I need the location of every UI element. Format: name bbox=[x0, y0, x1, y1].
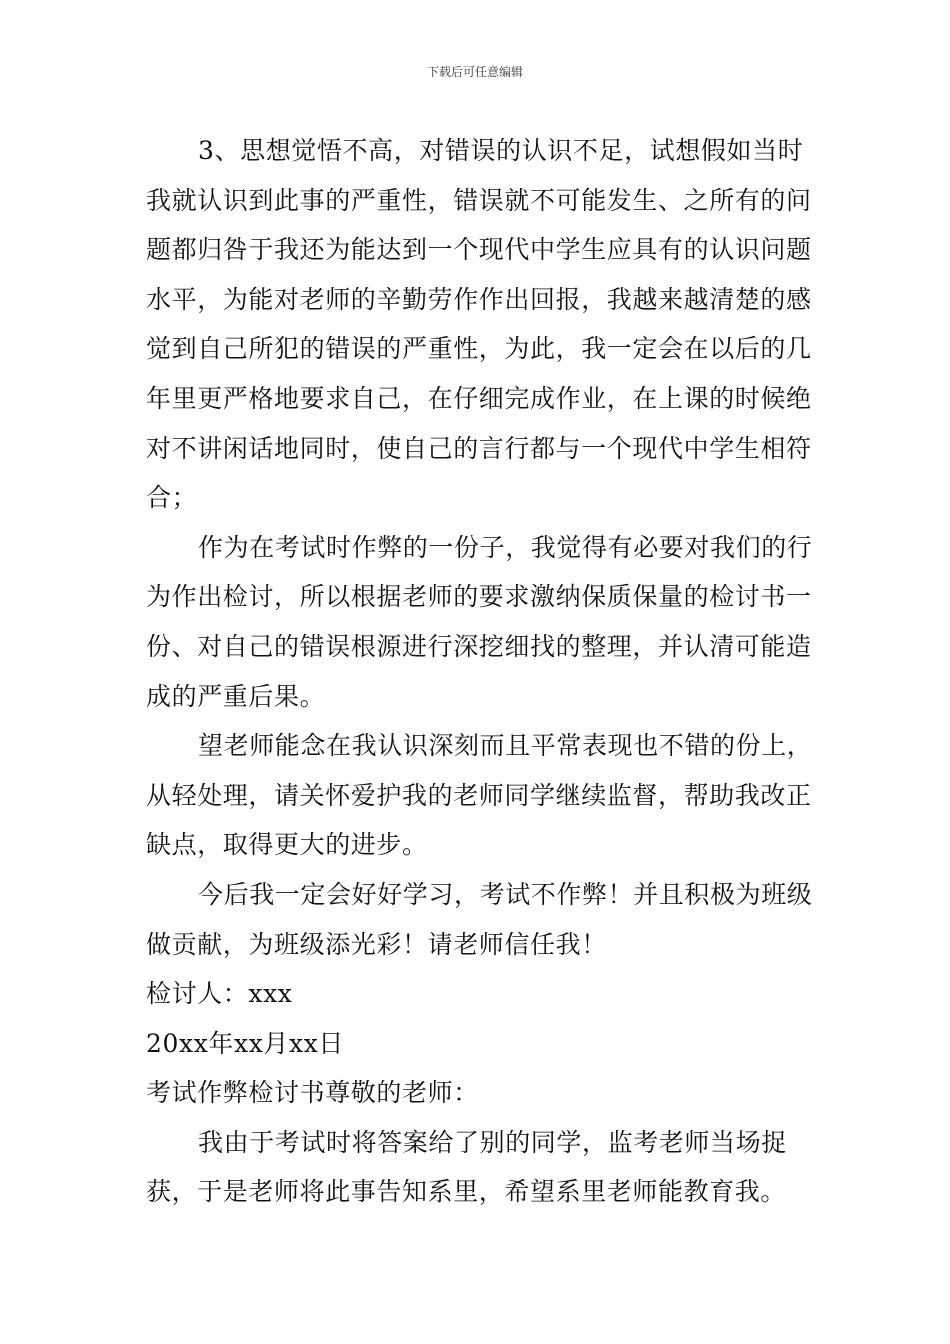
paragraph-awareness: 3、思想觉悟不高，对错误的认识不足，试想假如当时我就认识到此事的严重性，错误就不可能发生、之所有的问题都归咎于我还为能达到一个现代中学生应具有的认识问题水平，为能对老师的辛勤劳作作出回报，我越来越清楚的感觉到自己所犯的错误的严重性，为此，我一定会在以后的几年里更严格地要求自己，在仔细完成作业，在上课的时候绝对不讲闲话地同时，使自己的言行都与一个现代中学生相符合； bbox=[146, 136, 812, 513]
document-body bbox=[146, 126, 816, 1217]
signature-reviewer: 检讨人：xxx bbox=[146, 979, 293, 1009]
next-letter-salutation: 考试作弊检讨书尊敬的老师： bbox=[146, 1078, 479, 1108]
paragraph-promise: 今后我一定会好好学习，考试不作弊！并且积极为班级做贡献，为班级添光彩！请老师信任我！ bbox=[146, 879, 813, 959]
signature-date: 20xx年xx月xx日 bbox=[146, 1028, 345, 1058]
paragraph-self-criticism: 作为在考试时作弊的一份子，我觉得有必要对我们的行为作出检讨，所以根据老师的要求激纳保质保量的检讨书一份、对自己的错误根源进行深挖细找的整理，并认清可能造成的严重后果。 bbox=[146, 532, 813, 711]
next-letter-opening: 我由于考试时将答案给了别的同学，监考老师当场捉获，于是老师将此事告知系里，希望系里老师能教育我。 bbox=[146, 1127, 787, 1207]
paragraph-leniency-request: 望老师能念在我认识深刻而且平常表现也不错的份上，从轻处理，请关怀爱护我的老师同学继续监督，帮助我改正缺点，取得更大的进步。 bbox=[146, 731, 813, 860]
page-header: 下载后可任意编辑 bbox=[426, 65, 523, 79]
